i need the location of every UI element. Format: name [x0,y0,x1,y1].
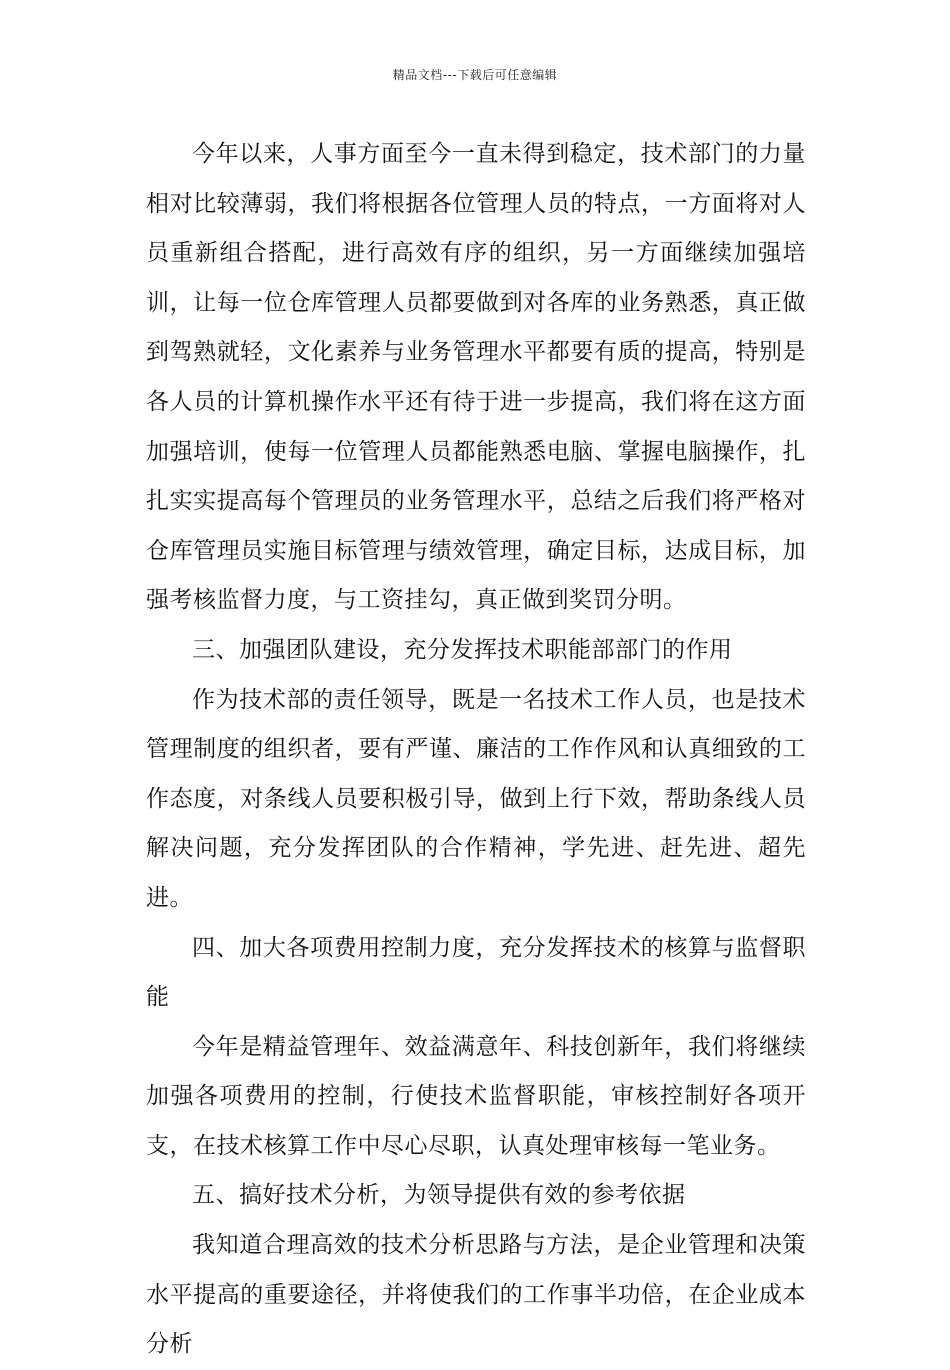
document-body [146,130,806,1370]
paragraph-technical-analysis: 我知道合理高效的技术分析思路与方法，是企业管理和决策水平提高的重要途径，并将使我们的工作事半功倍，在企业成本分析 [146,1232,806,1358]
section-heading-team-building: 三、加强团队建设，充分发挥技术职能部部门的作用 [192,636,733,663]
page-header: 精品文档---下载后可任意编辑 [392,68,558,82]
paragraph-personnel-training: 今年以来，人事方面至今一直未得到稳定，技术部门的力量相对比较薄弱，我们将根据各位管理人员的特点，一方面将对人员重新组合搭配，进行高效有序的组织，另一方面继续加强培训，让每一位仓库管理人员都要做到对各库的业务熟悉，真正做到驾熟就轻，文化素养与业务管理水平都要有质的提高，特别是各人员的计算机操作水平还有待于进一步提高，我们将在这方面加强培训，使每一位管理人员都能熟悉电脑、掌握电脑操作，扎扎实实提高每个管理员的业务管理水平，总结之后我们将严格对仓库管理员实施目标管理与绩效管理，确定目标，达成目标，加强考核监督力度，与工资挂勾，真正做到奖罚分明。 [146,141,806,614]
section-heading-technical-analysis: 五、搞好技术分析，为领导提供有效的参考依据 [192,1182,686,1209]
section-heading-cost-control: 四、加大各项费用控制力度，充分发挥技术的核算与监督职能 [146,934,806,1011]
paragraph-team-leadership: 作为技术部的责任领导，既是一名技术工作人员，也是技术管理制度的组织者，要有严谨、廉洁的工作作风和认真细致的工作态度，对条线人员要积极引导，做到上行下效，帮助条线人员解决问题，充分发挥团队的合作精神，学先进、赶先进、超先进。 [146,686,806,911]
paragraph-cost-control: 今年是精益管理年、效益满意年、科技创新年，我们将继续加强各项费用的控制，行使技术监督职能，审核控制好各项开支，在技术核算工作中尽心尽职，认真处理审核每一笔业务。 [146,1033,806,1159]
